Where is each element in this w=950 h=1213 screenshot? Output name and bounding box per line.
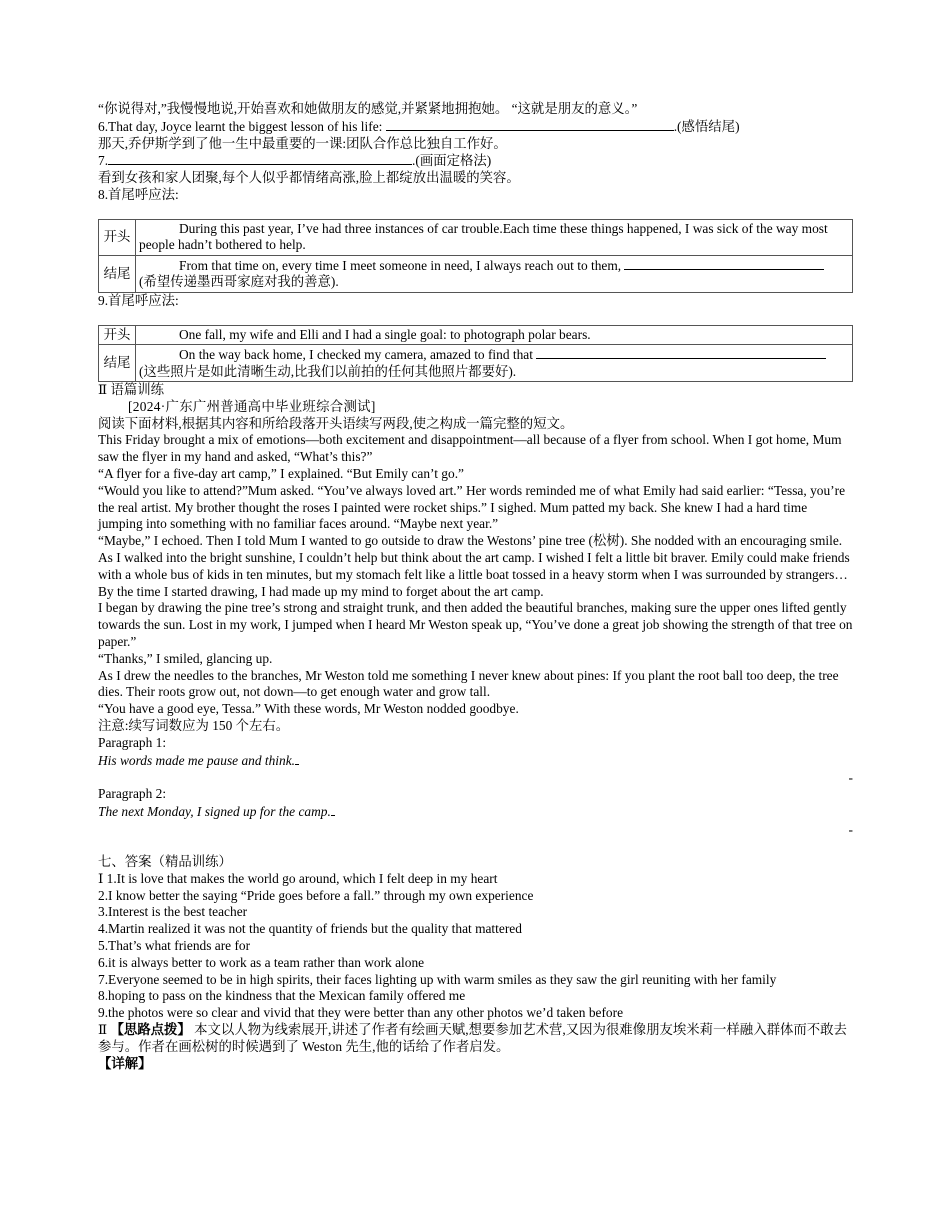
- story-paragraph: As I drew the needles to the branches, Mr Weston told me something I never knew about pines: If you plant the root ball too deep, the tree dies. Their roots grow out, not down—to get enough water and grow tall.: [98, 667, 839, 700]
- question-7-hint: .(画面定格法): [412, 153, 492, 169]
- answer-item: 2.I know better the saying “Pride goes before a fall.” through my own experience: [98, 887, 534, 903]
- writing-area[interactable]: [295, 752, 299, 765]
- row-label: 开头: [99, 325, 136, 345]
- ending-hint: (这些照片是如此清晰生动,比我们以前拍的任何其他照片都要好).: [139, 363, 517, 379]
- row-label: 结尾: [99, 345, 136, 382]
- answer-blank[interactable]: [536, 346, 826, 359]
- answer-item: Ⅰ 1.It is love that makes the world go around, which I felt deep in my heart: [98, 870, 498, 886]
- section-2-title: Ⅱ 语篇训练: [98, 382, 165, 398]
- opening-text: One fall, my wife and Elli and I had a single goal: to photograph polar bears.: [179, 326, 591, 342]
- question-6-translation: 那天,乔伊斯学到了他一生中最重要的一课:团队合作总比独自工作好。: [98, 135, 507, 151]
- question-9-title: 9.首尾呼应法:: [98, 292, 179, 308]
- story-paragraph: I began by drawing the pine tree’s strong and straight trunk, and then added the beautiful branches, making sure the upper ones lifted gently towards the sun. Lost in my work, I jumped when I heard Mr Weston speak up, “You’ve done a great job showing the strength of that tree on paper.”: [98, 600, 853, 650]
- question-8-title: 8.首尾呼应法:: [98, 186, 179, 202]
- source-line: [2024·广东广州普通高中毕业班综合测试]: [128, 398, 376, 414]
- answer-item: 5.That’s what friends are for: [98, 937, 251, 953]
- ending-hint: (希望传递墨西哥家庭对我的善意).: [139, 274, 339, 290]
- story-paragraph: As I walked into the bright sunshine, I couldn’t help but think about the art camp. I wished I felt a little bit braver. Emily could make friends with a whole bus of kids in ten minutes, but my stomach felt like a little boat tossed in a heavy storm when I was surrounded by strangers…By the time I started drawing, I had made up my mind to forget about the art camp.: [98, 550, 850, 599]
- story-text: [98, 432, 853, 718]
- paragraph-1-label: Paragraph 1:: [98, 734, 167, 750]
- answer-item: 3.Interest is the best teacher: [98, 904, 248, 920]
- answer-blank[interactable]: [386, 118, 674, 131]
- row-text: [136, 255, 853, 292]
- word-count-note: 注意:续写词数应为 150 个左右。: [98, 718, 290, 734]
- answer-item: 9.the photos were so clear and vivid that they were better than any other photos we’d taken before: [98, 1005, 624, 1021]
- section-2-analysis: [98, 1022, 853, 1056]
- document-page: [98, 101, 853, 1072]
- paragraph-1-start: [98, 752, 853, 770]
- opening-text: During this past year, I’ve had three instances of car trouble.Each time these things happened, I was sick of the way most people hadn’t bothered to help.: [139, 220, 828, 253]
- ending-text: From that time on, every time I meet someone in need, I always reach out to them,: [179, 257, 625, 273]
- line-end-mark: -: [848, 822, 853, 837]
- answers-title: 七、答案（精品训练）: [98, 854, 232, 869]
- writing-area[interactable]: [331, 803, 335, 816]
- answer-item: 6.it is always better to work as a team rather than work alone: [98, 954, 425, 970]
- question-8-table: [98, 219, 853, 293]
- story-paragraph: “You have a good eye, Tessa.” With these words, Mr Weston nodded goodbye.: [98, 701, 519, 717]
- analysis-label: 【思路点拨】: [110, 1021, 191, 1037]
- question-7-number: 7.: [98, 153, 109, 169]
- section-prefix: Ⅱ: [98, 1021, 111, 1037]
- paragraph-2-opening: The next Monday, I signed up for the camp.: [98, 804, 331, 820]
- story-paragraph: “A flyer for a five-day art camp,” I explained. “But Emily can’t go.”: [98, 466, 464, 482]
- chinese-line: “你说得对,”我慢慢地说,开始喜欢和她做朋友的感觉,并紧紧地拥抱她。 “这就是朋友的意义。”: [98, 101, 638, 116]
- paragraph-2-label: Paragraph 2:: [98, 786, 167, 802]
- question-9-table: [98, 325, 853, 383]
- row-label: 结尾: [99, 255, 136, 292]
- story-paragraph: “Maybe,” I echoed. Then I told Mum I wanted to go outside to draw the Westons’ pine tree (松树). She nodded with an encouraging smile.: [98, 533, 843, 549]
- answer-blank[interactable]: [108, 152, 412, 165]
- line-end-mark: -: [848, 770, 853, 786]
- answer-item: 4.Martin realized it was not the quantity of friends but the quality that mattered: [98, 921, 522, 937]
- answer-item: 8.hoping to pass on the kindness that the Mexican family offered me: [98, 988, 466, 1004]
- answer-item: 7.Everyone seemed to be in high spirits, their faces lighting up with warm smiles as they saw the girl reuniting with her family: [98, 971, 777, 987]
- row-label: 开头: [99, 219, 136, 255]
- detail-label: 【详解】: [98, 1055, 152, 1071]
- story-paragraph: This Friday brought a mix of emotions—both excitement and disappointment—all because of a flyer from school. When I got home, Mum saw the flyer in my hand and asked, “What’s this?”: [98, 432, 842, 465]
- row-text: [136, 345, 853, 382]
- paragraph-1-opening: His words made me pause and think.: [98, 752, 296, 768]
- row-text: [136, 325, 853, 345]
- question-6-hint: .(感悟结尾): [673, 118, 740, 134]
- paragraph-2-start: [98, 803, 853, 821]
- question-7: [98, 152, 853, 170]
- instruction: 阅读下面材料,根据其内容和所给段落开头语续写两段,使之构成一篇完整的短文。: [98, 415, 574, 431]
- answer-blank[interactable]: [624, 257, 824, 270]
- table-row: [99, 219, 853, 255]
- question-6: [98, 118, 853, 136]
- table-row: [99, 325, 853, 345]
- table-row: [99, 345, 853, 382]
- question-7-translation: 看到女孩和家人团聚,每个人似乎都情绪高涨,脸上都绽放出温暖的笑容。: [98, 170, 520, 186]
- analysis-text: 本文以人物为线索展开,讲述了作者有绘画天赋,想要参加艺术营,又因为很难像朋友埃米莉一样融入群体而不敢去参与。作者在画松树的时候遇到了 Weston 先生,他的话给了作者启发。: [98, 1021, 847, 1054]
- table-row: [99, 255, 853, 292]
- ending-text: On the way back home, I checked my camera, amazed to find that: [179, 347, 537, 363]
- question-6-text: 6.That day, Joyce learnt the biggest lesson of his life:: [98, 118, 386, 134]
- story-paragraph: “Thanks,” I smiled, glancing up.: [98, 650, 273, 666]
- row-text: [136, 219, 853, 255]
- story-paragraph: “Would you like to attend?”Mum asked. “You’ve always loved art.” Her words reminded me of what Emily had said earlier: “Tessa, you’re the real artist. My brother thought the roses I painted were rocket ships.” I sighed. Mum patted my back. She knew I had a hard time jumping into something with no familiar faces around. “Maybe next year.”: [98, 482, 846, 532]
